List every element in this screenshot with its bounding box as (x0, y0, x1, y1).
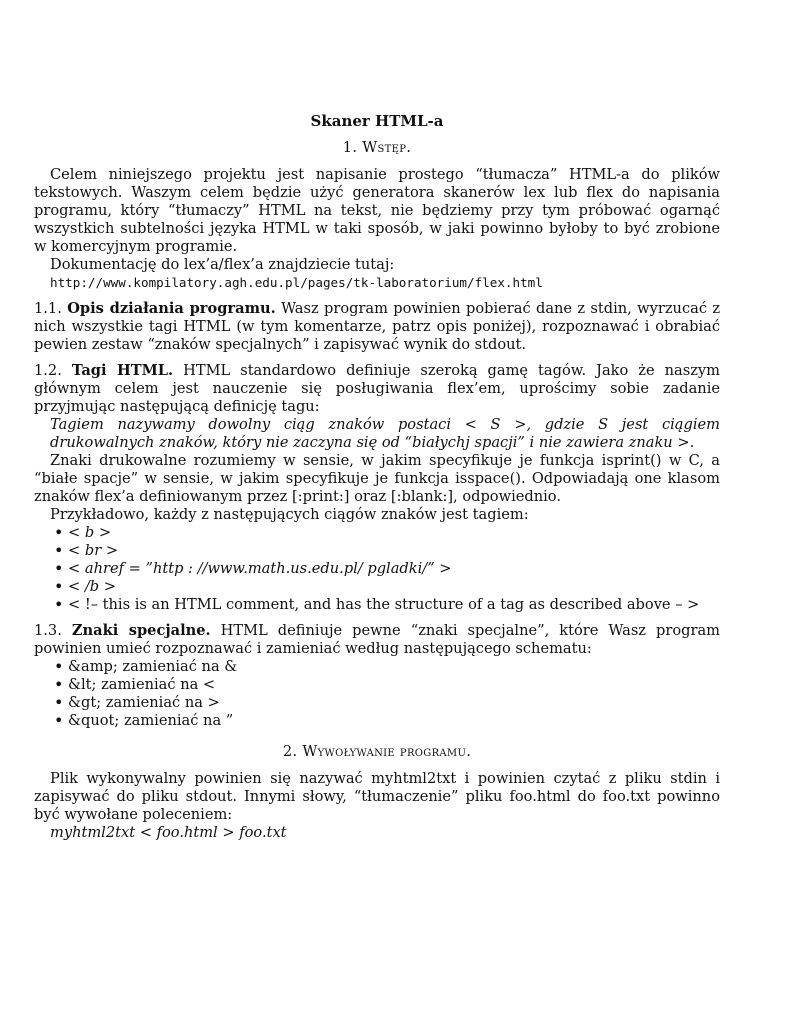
section-2-heading: 2. Wywoływanie programu. (282, 743, 472, 760)
list-item: • < /b > (68, 578, 720, 596)
docs-line: Dokumentację do lex’a/flex’a znajdziecie tutaj: (50, 256, 395, 273)
tag-definition: Tagiem nazywamy dowolny ciąg znaków postaci < S >, gdzie S jest ciągiem drukowalnych znaków, który nie zaczyna się od “białychj spacji” i nie zawiera znaku >. (50, 416, 720, 451)
subsection-1-3-text: HTML definiuje pewne “znaki specjalne”, które Wasz program powinien umieć rozpoznawać i zamieniać według następującego schematu: (34, 622, 721, 657)
printable-paragraph: Znaki drukowalne rozumiemy w sensie, w jakim specyfikuje je funkcja isprint() w C, a “białe spacje” w sensie, w jakim specyfikuje je funkcja isspace(). Odpowiadają one klasom znaków flex’a definiowanym przez [:print:] oraz [:blank:], odpowiednio. (34, 452, 720, 505)
document-page (34, 112, 720, 842)
intro-paragraph: Celem niniejszego projektu jest napisanie prostego “tłumacza” HTML-a do plików tekstowych. Waszym celem będzie użyć generatora skanerów lex lub flex do napisania programu, który “tłumaczy” HTML na tekst, nie będziemy przy tym próbować ogarnąć wszystkich subtelności języka HTML w taki sposób, w jaki powinno byłoby to być zrobione w komercyjnym programie. (34, 166, 720, 255)
list-item: • &quot; zamieniać na ” (68, 712, 720, 730)
subsection-1-3-number: 1.3. (34, 622, 62, 639)
subsection-1-1 (34, 300, 720, 354)
tag-examples-list (34, 524, 720, 614)
subsection-1-2 (34, 362, 720, 416)
subsection-1-2-heading: Tagi HTML. (71, 362, 174, 379)
list-item: • &amp; zamieniać na & (68, 658, 720, 676)
list-item: • < ahref = ”http : //www.math.us.edu.pl/ pgladki/” > (68, 560, 720, 578)
list-item: • &gt; zamieniać na > (68, 694, 720, 712)
list-item: • < b > (68, 524, 720, 542)
section-1-heading: 1. Wstęp. (342, 139, 412, 156)
subsection-1-2-number: 1.2. (34, 362, 62, 379)
subsection-1-1-text: Wasz program powinien pobierać dane z stdin, wyrzucać z nich wszystkie tagi HTML (w tym komentarze, patrz opis poniżej), rozpoznawać i obrabiać pewien zestaw “znaków specjalnych” i zapisywać wynik do stdout. (34, 300, 721, 353)
list-item: • &lt; zamieniać na < (68, 676, 720, 694)
subsection-1-1-number: 1.1. (34, 300, 62, 317)
invocation-paragraph: Plik wykonywalny powinien się nazywać myhtml2txt i powinien czytać z pliku stdin i zapisywać do pliku stdout. Innymi słowy, “tłumaczenie” pliku foo.html do foo.txt powinno być wywołane poleceniem: (34, 770, 720, 823)
special-chars-list (34, 658, 720, 730)
examples-intro: Przykładowo, każdy z następujących ciągów znaków jest tagiem: (50, 506, 529, 523)
document-title: Skaner HTML-a (310, 112, 444, 130)
list-item: • < !– this is an HTML comment, and has the structure of a tag as described above – > (68, 596, 720, 614)
list-item: • < br > (68, 542, 720, 560)
subsection-1-1-heading: Opis działania programu. (67, 300, 276, 317)
subsection-1-3 (34, 622, 720, 658)
invocation-command: myhtml2txt < foo.html > foo.txt (50, 824, 287, 841)
docs-url-link[interactable]: http://www.kompilatory.agh.edu.pl/pages/tk-laboratorium/flex.html (50, 275, 543, 290)
subsection-1-3-heading: Znaki specjalne. (71, 622, 211, 639)
subsection-1-2-text: HTML standardowo definiuje szeroką gamę tagów. Jako że naszym głównym celem jest nauczenie się posługiwania flex’em, uprościmy sobie zadanie przyjmując następującą definicję tagu: (34, 362, 720, 415)
